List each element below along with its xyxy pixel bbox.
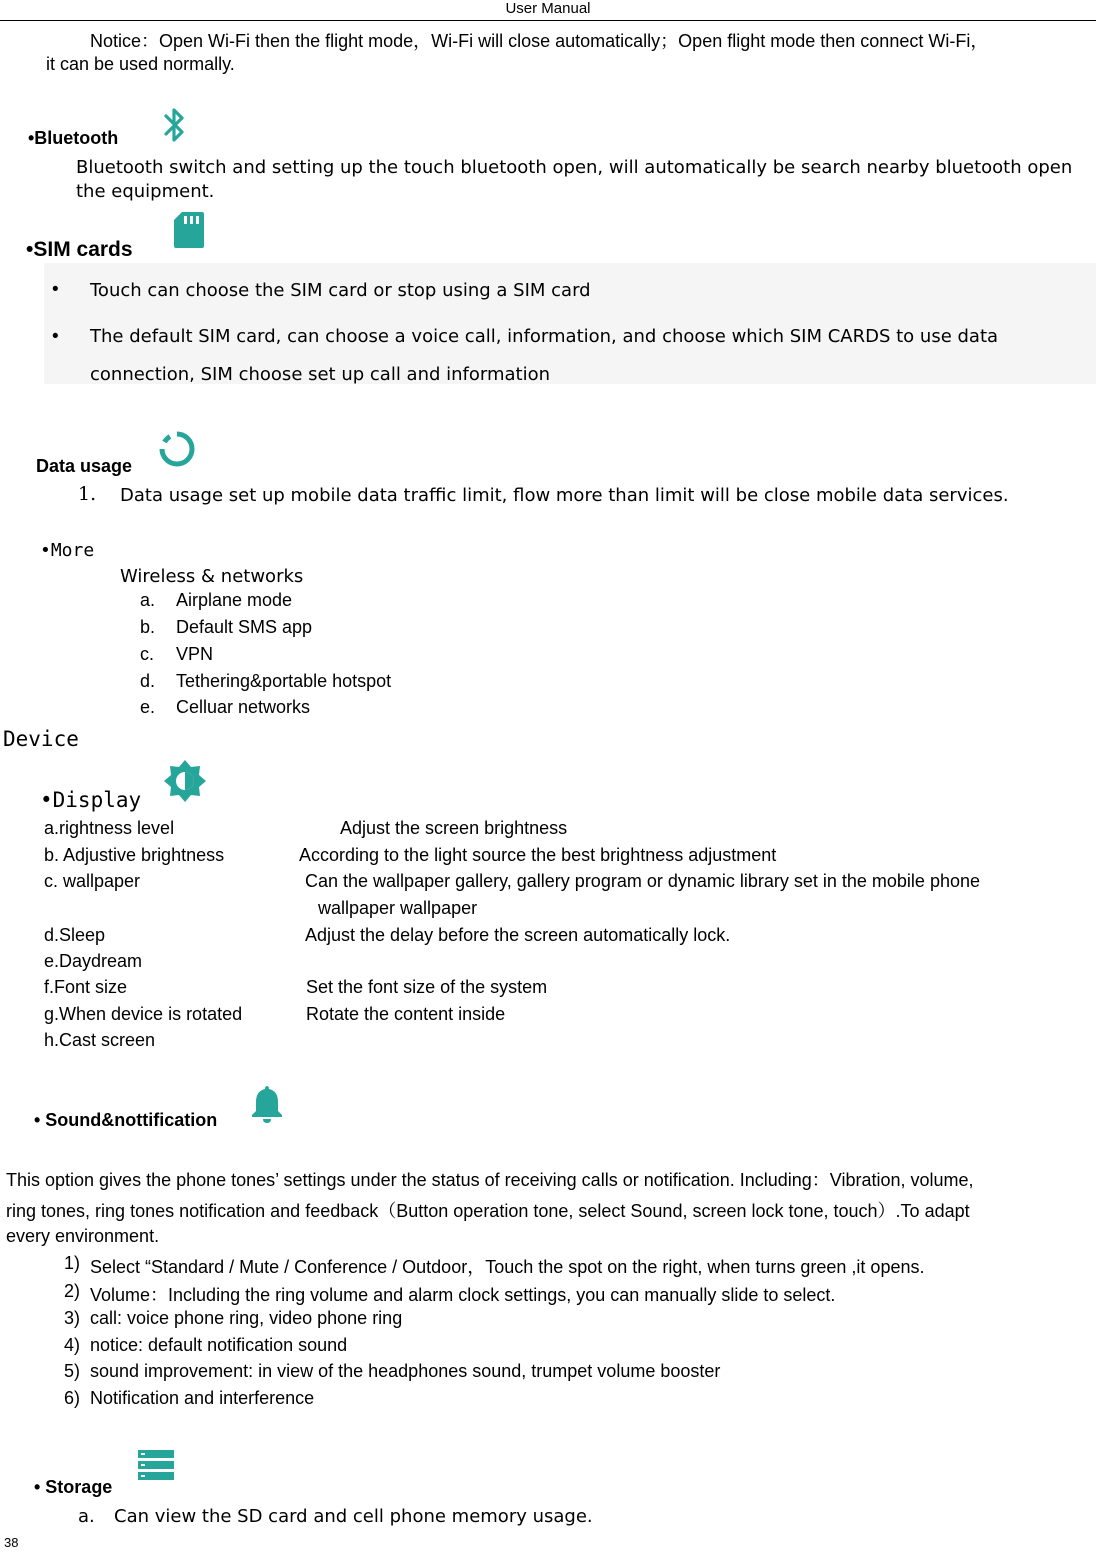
display-title: •Display	[40, 788, 142, 812]
display-row-wallpaper-desc-cont: wallpaper wallpaper	[318, 898, 478, 918]
sound-item-marker-5: 5)	[64, 1361, 81, 1381]
storage-item-text: Can view the SD card and cell phone memory usage.	[114, 1506, 593, 1527]
more-item-default-sms: Default SMS app	[176, 617, 313, 637]
bell-icon	[248, 1082, 286, 1124]
display-row-adaptive-label: b. Adjustive brightness	[44, 845, 225, 865]
sim-bullet-1: •	[52, 279, 59, 300]
sound-item-call: call: voice phone ring, video phone ring	[90, 1308, 403, 1328]
sound-item-improvement: sound improvement: in view of the headphones sound, trumpet volume booster	[90, 1361, 721, 1381]
storage-icon	[136, 1448, 176, 1482]
sound-item-marker-3: 3)	[64, 1308, 81, 1328]
sound-item-marker-6: 6)	[64, 1388, 81, 1408]
display-row-daydream-label: e.Daydream	[44, 951, 143, 971]
sound-item-notice: notice: default notification sound	[90, 1335, 348, 1355]
display-row-sleep-label: d.Sleep	[44, 925, 106, 945]
sound-paragraph-line-2: ring tones, ring tones notification and feedback（Button operation tone, select Sound, screen lock tone, touch）.To adapt	[6, 1201, 970, 1221]
sound-title: • Sound&nottification	[34, 1110, 218, 1130]
sound-item-marker-2: 2)	[64, 1281, 81, 1301]
display-row-cast-label: h.Cast screen	[44, 1030, 156, 1050]
display-row-fontsize-desc: Set the font size of the system	[306, 977, 548, 997]
sound-paragraph-line-1: This option gives the phone tones’ settings under the status of receiving calls or notification. Including：Vibration, volume,	[6, 1170, 974, 1190]
more-item-marker-e: e.	[140, 697, 156, 717]
storage-title: • Storage	[34, 1477, 113, 1497]
data-usage-desc: Data usage set up mobile data traffic limit, flow more than limit will be close mobile data services.	[120, 485, 1009, 506]
data-usage-number: 1.	[78, 483, 97, 505]
sound-paragraph-line-3: every environment.	[6, 1226, 160, 1246]
device-title: Device	[3, 727, 79, 751]
header-rule	[0, 20, 1096, 21]
display-row-fontsize-label: f.Font size	[44, 977, 128, 997]
bluetooth-desc-line-1: Bluetooth switch and setting up the touch bluetooth open, will automatically be search nearby bluetooth open	[76, 157, 1073, 178]
page-number: 38	[4, 1535, 19, 1550]
more-item-marker-b: b.	[140, 617, 156, 637]
more-item-cellular: Celluar networks	[176, 697, 311, 717]
display-row-wallpaper-label: c. wallpaper	[44, 871, 141, 891]
sound-item-interference: Notification and interference	[90, 1388, 315, 1408]
sim-item-2-line-2: connection, SIM choose set up call and information	[90, 364, 551, 385]
sound-item-marker-1: 1)	[64, 1253, 81, 1273]
bluetooth-desc-line-2: the equipment.	[76, 181, 215, 202]
notice-line-2: it can be used normally.	[46, 54, 235, 74]
data-usage-icon	[156, 428, 198, 470]
display-row-sleep-desc: Adjust the delay before the screen automatically lock.	[305, 925, 731, 945]
display-row-adaptive-desc: According to the light source the best brightness adjustment	[299, 845, 777, 865]
sim-item-2-line-1: The default SIM card, can choose a voice call, information, and choose which SIM CARDS to use data	[90, 326, 999, 347]
page-header: User Manual	[505, 0, 591, 17]
sim-bullet-2: •	[52, 326, 59, 347]
more-title: •More	[40, 540, 95, 561]
display-row-wallpaper-desc: Can the wallpaper gallery, gallery program or dynamic library set in the mobile phone	[305, 871, 980, 891]
bluetooth-icon	[160, 104, 190, 146]
more-item-tethering: Tethering&portable hotspot	[176, 671, 392, 691]
sim-card-icon	[172, 210, 206, 250]
more-item-marker-a: a.	[140, 590, 156, 610]
sim-item-1: Touch can choose the SIM card or stop using a SIM card	[90, 280, 591, 301]
display-row-brightness-label: a.rightness level	[44, 818, 175, 838]
sound-item-profiles: Select “Standard / Mute / Conference / Outdoor，Touch the spot on the right, when turns green ,it opens.	[90, 1257, 925, 1277]
notice-line-1: Notice：Open Wi-Fi then the flight mode，Wi-Fi will close automatically；Open flight mode then connect Wi-Fi，	[90, 31, 989, 51]
brightness-icon	[162, 758, 208, 804]
sound-item-marker-4: 4)	[64, 1335, 81, 1355]
more-item-marker-c: c.	[140, 644, 155, 664]
more-subtitle: Wireless & networks	[120, 566, 304, 587]
more-item-vpn: VPN	[176, 644, 214, 664]
sim-title: •SIM cards	[26, 238, 133, 261]
data-usage-title: Data usage	[36, 456, 133, 476]
more-item-marker-d: d.	[140, 671, 156, 691]
display-row-brightness-desc: Adjust the screen brightness	[340, 818, 568, 838]
sound-item-volume: Volume：Including the ring volume and alarm clock settings, you can manually slide to select.	[90, 1285, 836, 1305]
display-row-rotate-desc: Rotate the content inside	[306, 1004, 506, 1024]
display-row-rotate-label: g.When device is rotated	[44, 1004, 243, 1024]
bluetooth-title: •Bluetooth	[28, 128, 119, 148]
more-item-airplane-mode: Airplane mode	[176, 590, 293, 610]
storage-item-marker: a.	[78, 1506, 95, 1527]
